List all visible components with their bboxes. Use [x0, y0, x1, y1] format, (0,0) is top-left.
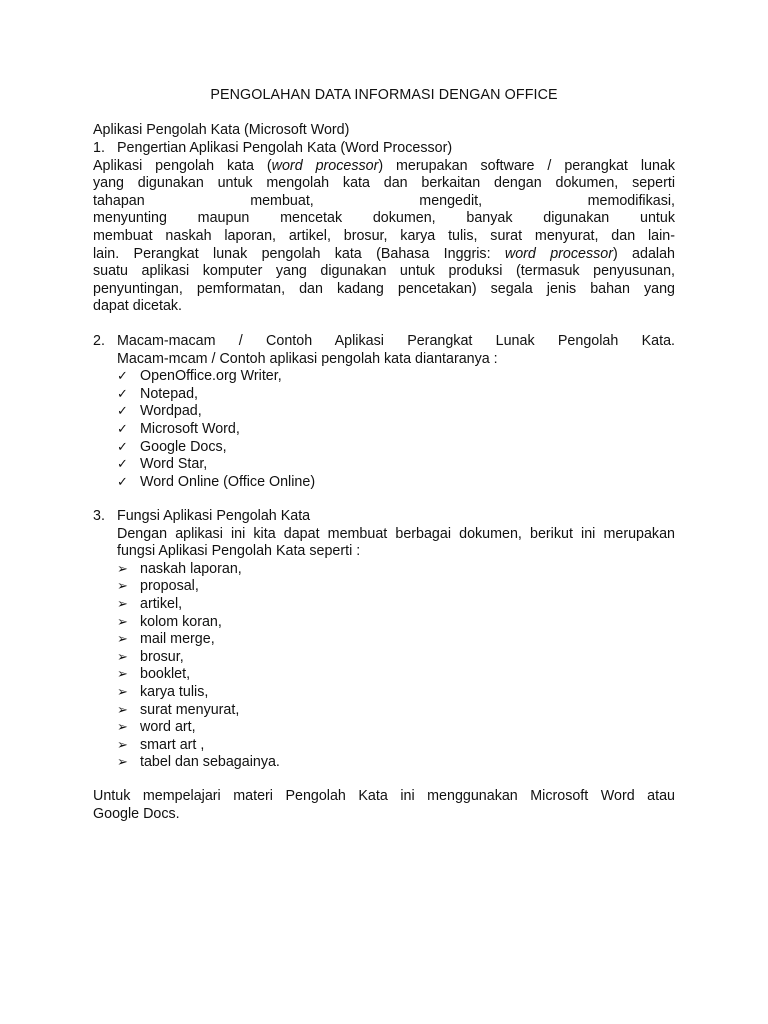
list-item: ➢ naskah laporan,: [117, 560, 242, 577]
section-3-number: 3.: [93, 508, 105, 524]
paragraph-line: Google Docs.: [93, 805, 180, 822]
section-2: [93, 333, 675, 491]
function-list: [117, 561, 675, 772]
closing-paragraph: [93, 788, 675, 823]
arrow-icon: ➢: [117, 649, 128, 665]
section-2-title: Macam-macam / Contoh Aplikasi Perangkat Lunak Pengolah Kata.: [117, 333, 675, 349]
arrow-icon: ➢: [117, 579, 128, 595]
paragraph-line: tahapan membuat, mengedit, memodifikasi,: [93, 192, 675, 209]
arrow-icon: ➢: [117, 720, 128, 736]
check-icon: ✓: [117, 404, 128, 420]
list-item: ✓ OpenOffice.org Writer,: [117, 368, 282, 385]
list-item: ➢ proposal,: [117, 578, 199, 595]
section-2-intro: Macam-mcam / Contoh aplikasi pengolah kata diantaranya :: [117, 350, 498, 367]
section-3: [93, 508, 675, 772]
check-icon: ✓: [117, 457, 128, 473]
arrow-icon: ➢: [117, 702, 128, 718]
section-1: [93, 140, 675, 316]
paragraph-line: penyuntingan, pemformatan, dan kadang pencetakan) segala jenis bahan yang: [93, 280, 675, 297]
paragraph-line: yang digunakan untuk mengolah kata dan berkaitan dengan dokumen, seperti: [93, 175, 675, 192]
list-item: ✓ Word Online (Office Online): [117, 473, 316, 490]
list-item: ➢ surat menyurat,: [117, 701, 240, 718]
check-icon: ✓: [117, 421, 128, 437]
section-1-number: 1.: [93, 140, 105, 156]
section-3-body: [117, 526, 675, 772]
paragraph-line: menyunting maupun mencetak dokumen, banyak digunakan untuk: [93, 210, 675, 227]
section-3-intro: [117, 526, 675, 561]
paragraph-line: membuat naskah laporan, artikel, brosur, karya tulis, surat menyurat, dan lain-: [93, 227, 675, 244]
list-item: ✓ Google Docs,: [117, 438, 227, 455]
paragraph-line: Untuk mempelajari materi Pengolah Kata ini menggunakan Microsoft Word atau: [93, 788, 675, 804]
paragraph-line: lain. Perangkat lunak pengolah kata (Bahasa Inggris: word processor) adalah: [93, 245, 675, 262]
document-title: PENGOLAHAN DATA INFORMASI DENGAN OFFICE: [210, 87, 558, 103]
list-item: ➢ artikel,: [117, 595, 183, 612]
list-item: ✓ Word Star,: [117, 456, 208, 473]
list-item: ➢ word art,: [117, 719, 196, 736]
list-item: ✓ Notepad,: [117, 385, 199, 402]
section-1-title: Pengertian Aplikasi Pengolah Kata (Word Processor): [117, 140, 453, 156]
arrow-icon: ➢: [117, 632, 128, 648]
check-icon: ✓: [117, 439, 128, 455]
list-item: ✓ Wordpad,: [117, 403, 202, 420]
check-icon: ✓: [117, 369, 128, 385]
arrow-icon: ➢: [117, 755, 128, 771]
list-item: ➢ booklet,: [117, 666, 191, 683]
paragraph-line: Dengan aplikasi ini kita dapat membuat berbagai dokumen, berikut ini merupakan: [117, 525, 675, 542]
paragraph-line: dapat dicetak.: [93, 298, 183, 315]
list-item: ✓ Microsoft Word,: [117, 420, 240, 437]
paragraph-line: suatu aplikasi komputer yang digunakan untuk produksi (termasuk penyusunan,: [93, 263, 675, 280]
list-item: ➢ mail merge,: [117, 631, 215, 648]
list-item: ➢ kolom koran,: [117, 613, 222, 630]
arrow-icon: ➢: [117, 667, 128, 683]
paragraph-line: Aplikasi pengolah kata (word processor) merupakan software / perangkat lunak: [93, 157, 676, 174]
check-icon: ✓: [117, 386, 128, 402]
list-item: ➢ brosur,: [117, 648, 184, 665]
arrow-icon: ➢: [117, 596, 128, 612]
list-item: ➢ tabel dan sebagainya.: [117, 754, 280, 771]
list-item: ➢ smart art ,: [117, 736, 205, 753]
section-1-paragraph: [93, 158, 675, 316]
section-2-number: 2.: [93, 333, 105, 349]
section-3-title: Fungsi Aplikasi Pengolah Kata: [117, 508, 311, 524]
arrow-icon: ➢: [117, 684, 128, 700]
paragraph-line: fungsi Aplikasi Pengolah Kata seperti :: [117, 543, 361, 560]
section-2-heading: [93, 333, 675, 351]
check-icon: ✓: [117, 474, 128, 490]
section-2-body: [117, 351, 675, 492]
arrow-icon: ➢: [117, 614, 128, 630]
application-list: [117, 368, 675, 491]
main-heading: Aplikasi Pengolah Kata (Microsoft Word): [93, 122, 350, 138]
section-1-heading: [93, 140, 675, 158]
list-item: ➢ karya tulis,: [117, 683, 209, 700]
arrow-icon: ➢: [117, 561, 128, 577]
section-3-heading: [93, 508, 675, 526]
arrow-icon: ➢: [117, 737, 128, 753]
